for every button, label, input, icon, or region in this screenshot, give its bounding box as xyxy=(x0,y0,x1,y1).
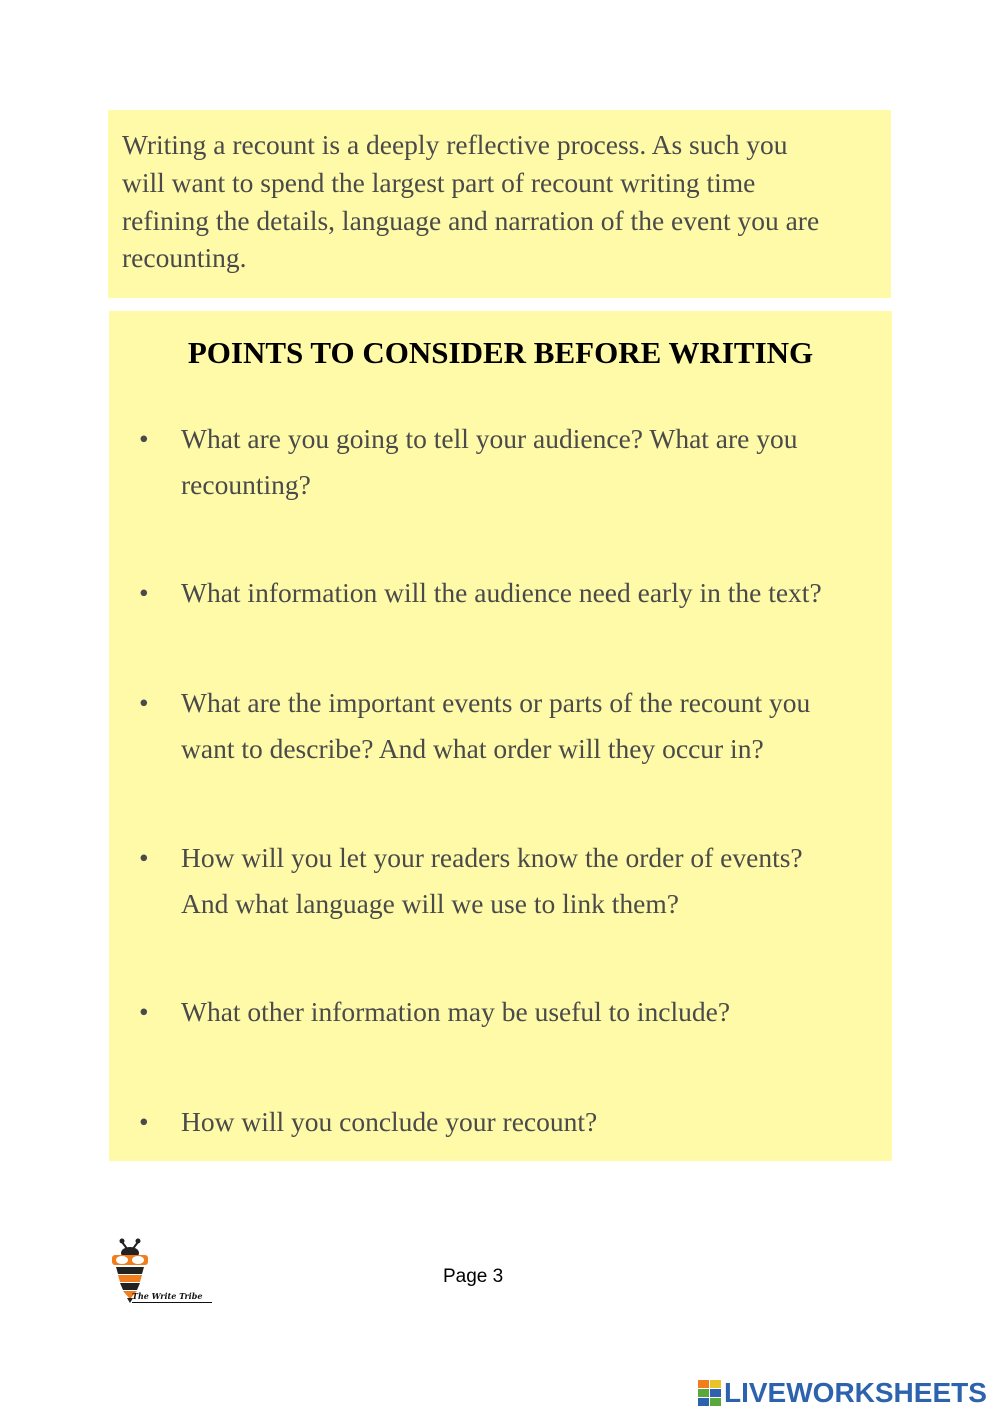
points-box xyxy=(109,311,892,1161)
bullet-icon: • xyxy=(139,423,149,454)
points-title: POINTS TO CONSIDER BEFORE WRITING xyxy=(187,335,814,370)
bullet-icon: • xyxy=(139,842,149,873)
liveworksheets-logo-icon xyxy=(698,1380,722,1406)
point-text: What are the important events or parts of the recount you want to describe? And what order will they occur in? xyxy=(181,687,811,764)
liveworksheets-text: LIVEWORKSHEETS xyxy=(724,1377,987,1408)
page-number: Page 3 xyxy=(443,1266,504,1287)
point-text: What other information may be useful to include? xyxy=(181,996,731,1027)
intro-box xyxy=(108,110,891,298)
bullet-icon: • xyxy=(139,1106,149,1137)
point-text: What information will the audience need early in the text? xyxy=(181,577,822,608)
bullet-icon: • xyxy=(139,577,149,608)
liveworksheets-watermark xyxy=(698,1378,987,1408)
point-text: How will you let your readers know the order of events? And what language will we use to link them? xyxy=(181,842,803,919)
point-text: What are you going to tell your audience? What are you recounting? xyxy=(181,423,798,500)
bullet-icon: • xyxy=(139,687,149,718)
point-text: How will you conclude your recount? xyxy=(181,1106,598,1137)
logo-caption: The Write Tribe xyxy=(132,1291,212,1303)
bullet-icon: • xyxy=(139,996,149,1027)
intro-paragraph: Writing a recount is a deeply reflective process. As such you will want to spend the largest part of recount writing time refining the details, language and narration of the event you are recounting. xyxy=(122,129,820,274)
